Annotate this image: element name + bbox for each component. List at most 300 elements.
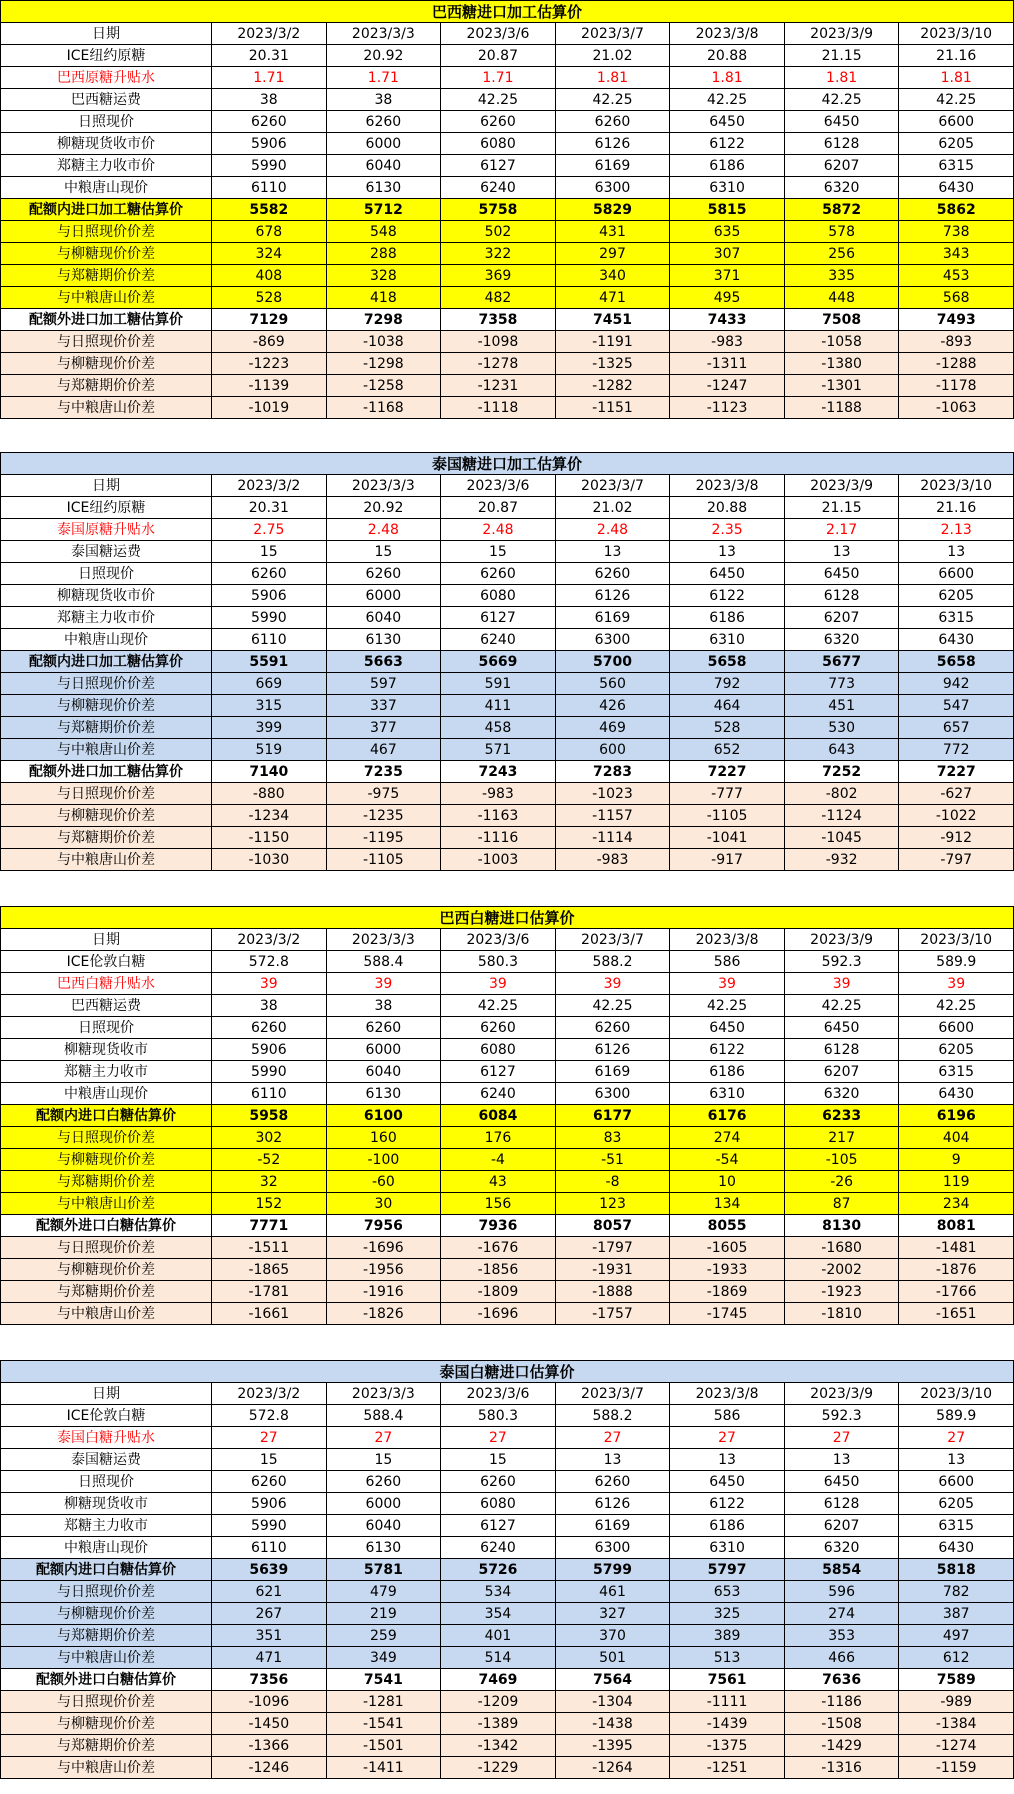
value-cell: 6128 [784, 1039, 899, 1061]
value-cell: 83 [555, 1127, 670, 1149]
value-cell: 6310 [670, 1537, 785, 1559]
value-cell: 6169 [555, 1515, 670, 1537]
value-cell: 7252 [784, 761, 899, 783]
value-cell: 6126 [555, 585, 670, 607]
value-cell: 27 [212, 1427, 327, 1449]
value-cell: 15 [212, 541, 327, 563]
value-cell: 27 [899, 1427, 1014, 1449]
table-row [1, 827, 1014, 849]
value-cell: 621 [212, 1581, 327, 1603]
table-row [1, 651, 1014, 673]
table-row [1, 849, 1014, 871]
table-row [1, 199, 1014, 221]
value-cell: 6207 [784, 1515, 899, 1537]
date-header-row [1, 475, 1014, 497]
row-label: 与柳糖现价价差 [1, 1603, 212, 1625]
value-cell: -1234 [212, 805, 327, 827]
value-cell: 5781 [326, 1559, 441, 1581]
row-label: 巴西原糖升贴水 [1, 67, 212, 89]
value-cell: -1511 [212, 1237, 327, 1259]
value-cell: 259 [326, 1625, 441, 1647]
row-label: 与郑糖期价价差 [1, 375, 212, 397]
value-cell: -1247 [670, 375, 785, 397]
value-cell: 942 [899, 673, 1014, 695]
value-cell: 5862 [899, 199, 1014, 221]
table-row [1, 1017, 1014, 1039]
value-cell: 6040 [326, 1061, 441, 1083]
value-cell: -1605 [670, 1237, 785, 1259]
value-cell: 5799 [555, 1559, 670, 1581]
value-cell: 431 [555, 221, 670, 243]
row-label: 柳糖现货收市价 [1, 585, 212, 607]
value-cell: 6128 [784, 585, 899, 607]
value-cell: 5829 [555, 199, 670, 221]
table-row [1, 673, 1014, 695]
table-row [1, 1061, 1014, 1083]
value-cell: 600 [555, 739, 670, 761]
row-label: 日期 [1, 23, 212, 45]
row-label: 配额外进口加工糖估算价 [1, 309, 212, 331]
row-label: 巴西糖运费 [1, 89, 212, 111]
value-cell: 6260 [441, 111, 556, 133]
value-cell: -1168 [326, 397, 441, 419]
value-cell: 6260 [555, 1017, 670, 1039]
row-label: 与郑糖期价价差 [1, 1625, 212, 1647]
value-cell: -777 [670, 783, 785, 805]
value-cell: 7243 [441, 761, 556, 783]
row-label: 与郑糖期价价差 [1, 1735, 212, 1757]
value-cell: -975 [326, 783, 441, 805]
value-cell: 592.3 [784, 951, 899, 973]
value-cell: 6110 [212, 1083, 327, 1105]
date-cell: 2023/3/3 [326, 23, 441, 45]
section-title: 巴西糖进口加工估算价 [1, 1, 1014, 23]
value-cell: -1003 [441, 849, 556, 871]
value-cell: -1191 [555, 331, 670, 353]
value-cell: 1.81 [670, 67, 785, 89]
value-cell: 6084 [441, 1105, 556, 1127]
value-cell: 669 [212, 673, 327, 695]
value-cell: -1450 [212, 1713, 327, 1735]
value-cell: 6186 [670, 1515, 785, 1537]
value-cell: 652 [670, 739, 785, 761]
value-cell: 2.35 [670, 519, 785, 541]
section-title-row [1, 453, 1014, 475]
value-cell: 6040 [326, 155, 441, 177]
value-cell: 6169 [555, 155, 670, 177]
value-cell: -1105 [670, 805, 785, 827]
value-cell: 6260 [326, 1017, 441, 1039]
value-cell: 6126 [555, 1039, 670, 1061]
row-label: 泰国原糖升贴水 [1, 519, 212, 541]
row-label: 与日照现价价差 [1, 331, 212, 353]
value-cell: 571 [441, 739, 556, 761]
value-cell: 8055 [670, 1215, 785, 1237]
value-cell: -627 [899, 783, 1014, 805]
value-cell: -1676 [441, 1237, 556, 1259]
section-table-thai-white [0, 1360, 1014, 1779]
value-cell: 6260 [212, 1471, 327, 1493]
value-cell: -1411 [326, 1757, 441, 1779]
value-cell: -1781 [212, 1281, 327, 1303]
value-cell: -1541 [326, 1713, 441, 1735]
value-cell: 6122 [670, 133, 785, 155]
value-cell: 411 [441, 695, 556, 717]
value-cell: 6130 [326, 1537, 441, 1559]
value-cell: -8 [555, 1171, 670, 1193]
value-cell: 274 [784, 1603, 899, 1625]
value-cell: 458 [441, 717, 556, 739]
row-label: 中粮唐山现价 [1, 629, 212, 651]
value-cell: 6000 [326, 585, 441, 607]
value-cell: 42.25 [899, 995, 1014, 1017]
value-cell: -869 [212, 331, 327, 353]
value-cell: -1105 [326, 849, 441, 871]
value-cell: 1.81 [784, 67, 899, 89]
value-cell: -893 [899, 331, 1014, 353]
value-cell: 6300 [555, 177, 670, 199]
value-cell: 27 [670, 1427, 785, 1449]
value-cell: 1.81 [555, 67, 670, 89]
value-cell: 7129 [212, 309, 327, 331]
value-cell: -1278 [441, 353, 556, 375]
value-cell: 5726 [441, 1559, 556, 1581]
value-cell: 6040 [326, 607, 441, 629]
value-cell: 5906 [212, 133, 327, 155]
value-cell: 6127 [441, 607, 556, 629]
table-row [1, 1449, 1014, 1471]
value-cell: -1288 [899, 353, 1014, 375]
table-row [1, 265, 1014, 287]
value-cell: 6450 [784, 563, 899, 585]
value-cell: 7936 [441, 1215, 556, 1237]
value-cell: 5582 [212, 199, 327, 221]
date-cell: 2023/3/2 [212, 23, 327, 45]
value-cell: -802 [784, 783, 899, 805]
value-cell: -1680 [784, 1237, 899, 1259]
value-cell: 42.25 [784, 89, 899, 111]
value-cell: 5990 [212, 607, 327, 629]
value-cell: 39 [784, 973, 899, 995]
value-cell: 42.25 [899, 89, 1014, 111]
value-cell: -1508 [784, 1713, 899, 1735]
value-cell: -1745 [670, 1303, 785, 1325]
value-cell: 528 [212, 287, 327, 309]
table-row [1, 629, 1014, 651]
value-cell: 234 [899, 1193, 1014, 1215]
value-cell: -1384 [899, 1713, 1014, 1735]
value-cell: 32 [212, 1171, 327, 1193]
value-cell: -1235 [326, 805, 441, 827]
value-cell: -1281 [326, 1691, 441, 1713]
value-cell: 152 [212, 1193, 327, 1215]
value-cell: 6128 [784, 133, 899, 155]
value-cell: 6205 [899, 133, 1014, 155]
value-cell: 426 [555, 695, 670, 717]
value-cell: 7541 [326, 1669, 441, 1691]
value-cell: 6233 [784, 1105, 899, 1127]
value-cell: 134 [670, 1193, 785, 1215]
value-cell: 21.15 [784, 45, 899, 67]
table-row [1, 1215, 1014, 1237]
value-cell: 1.81 [899, 67, 1014, 89]
table-row [1, 67, 1014, 89]
value-cell: -1188 [784, 397, 899, 419]
value-cell: 302 [212, 1127, 327, 1149]
row-label: 日照现价 [1, 1471, 212, 1493]
value-cell: -1159 [899, 1757, 1014, 1779]
value-cell: -1209 [441, 1691, 556, 1713]
date-cell: 2023/3/6 [441, 1383, 556, 1405]
row-label: 与郑糖期价价差 [1, 827, 212, 849]
value-cell: 6122 [670, 1039, 785, 1061]
value-cell: 8057 [555, 1215, 670, 1237]
value-cell: 6169 [555, 607, 670, 629]
section-title: 泰国糖进口加工估算价 [1, 453, 1014, 475]
row-label: 郑糖主力收市价 [1, 607, 212, 629]
value-cell: 6080 [441, 1039, 556, 1061]
value-cell: 6240 [441, 1083, 556, 1105]
value-cell: 6260 [441, 1471, 556, 1493]
value-cell: 6176 [670, 1105, 785, 1127]
table-row [1, 497, 1014, 519]
value-cell: 349 [326, 1647, 441, 1669]
value-cell: 471 [555, 287, 670, 309]
value-cell: 21.02 [555, 497, 670, 519]
date-cell: 2023/3/7 [555, 23, 670, 45]
value-cell: -1163 [441, 805, 556, 827]
row-label: 与中粮唐山价差 [1, 397, 212, 419]
value-cell: 6127 [441, 1061, 556, 1083]
value-cell: 6000 [326, 133, 441, 155]
table-row [1, 1603, 1014, 1625]
value-cell: 589.9 [899, 951, 1014, 973]
table-row [1, 1647, 1014, 1669]
value-cell: -1856 [441, 1259, 556, 1281]
table-row [1, 45, 1014, 67]
table-row [1, 1625, 1014, 1647]
table-row [1, 1237, 1014, 1259]
value-cell: 6260 [555, 563, 670, 585]
value-cell: -1375 [670, 1735, 785, 1757]
value-cell: -1118 [441, 397, 556, 419]
value-cell: 6260 [555, 111, 670, 133]
value-cell: 6310 [670, 177, 785, 199]
value-cell: -983 [670, 331, 785, 353]
value-cell: 657 [899, 717, 1014, 739]
value-cell: 353 [784, 1625, 899, 1647]
value-cell: 6315 [899, 607, 1014, 629]
value-cell: 6240 [441, 1537, 556, 1559]
value-cell: -1022 [899, 805, 1014, 827]
date-cell: 2023/3/8 [670, 1383, 785, 1405]
value-cell: -1916 [326, 1281, 441, 1303]
value-cell: -1696 [441, 1303, 556, 1325]
date-cell: 2023/3/3 [326, 929, 441, 951]
value-cell: -932 [784, 849, 899, 871]
table-row [1, 1149, 1014, 1171]
value-cell: -989 [899, 1691, 1014, 1713]
value-cell: 30 [326, 1193, 441, 1215]
value-cell: 21.16 [899, 497, 1014, 519]
table-row [1, 1127, 1014, 1149]
value-cell: 20.31 [212, 497, 327, 519]
value-cell: -26 [784, 1171, 899, 1193]
value-cell: 469 [555, 717, 670, 739]
value-cell: 217 [784, 1127, 899, 1149]
value-cell: 20.92 [326, 497, 441, 519]
value-cell: 6320 [784, 177, 899, 199]
row-label: 日期 [1, 1383, 212, 1405]
table-row [1, 1735, 1014, 1757]
value-cell: -2002 [784, 1259, 899, 1281]
value-cell: -1030 [212, 849, 327, 871]
value-cell: 15 [212, 1449, 327, 1471]
value-cell: 267 [212, 1603, 327, 1625]
table-row [1, 1713, 1014, 1735]
row-label: 与中粮唐山价差 [1, 1757, 212, 1779]
value-cell: 7227 [899, 761, 1014, 783]
row-label: 与郑糖期价价差 [1, 1281, 212, 1303]
table-row [1, 375, 1014, 397]
value-cell: 6110 [212, 1537, 327, 1559]
row-label: 配额内进口加工糖估算价 [1, 199, 212, 221]
value-cell: 39 [441, 973, 556, 995]
value-cell: 5990 [212, 1515, 327, 1537]
value-cell: 327 [555, 1603, 670, 1625]
value-cell: 39 [212, 973, 327, 995]
date-cell: 2023/3/2 [212, 929, 327, 951]
value-cell: 514 [441, 1647, 556, 1669]
value-cell: 15 [326, 541, 441, 563]
table-row [1, 585, 1014, 607]
value-cell: 7469 [441, 1669, 556, 1691]
row-label: 与中粮唐山价差 [1, 739, 212, 761]
value-cell: 588.2 [555, 1405, 670, 1427]
value-cell: 6260 [441, 1017, 556, 1039]
value-cell: 6320 [784, 1537, 899, 1559]
value-cell: 738 [899, 221, 1014, 243]
row-label: 与日照现价价差 [1, 1581, 212, 1603]
value-cell: -1063 [899, 397, 1014, 419]
value-cell: 119 [899, 1171, 1014, 1193]
row-label: 与柳糖现价价差 [1, 805, 212, 827]
value-cell: -1809 [441, 1281, 556, 1303]
value-cell: 15 [441, 541, 556, 563]
value-cell: 597 [326, 673, 441, 695]
table-row [1, 607, 1014, 629]
row-label: 与柳糖现价价差 [1, 1259, 212, 1281]
date-cell: 2023/3/7 [555, 929, 670, 951]
date-cell: 2023/3/2 [212, 1383, 327, 1405]
value-cell: 6000 [326, 1039, 441, 1061]
value-cell: 38 [212, 89, 327, 111]
value-cell: 256 [784, 243, 899, 265]
value-cell: 467 [326, 739, 441, 761]
value-cell: 39 [899, 973, 1014, 995]
value-cell: -1151 [555, 397, 670, 419]
date-cell: 2023/3/8 [670, 929, 785, 951]
value-cell: 586 [670, 1405, 785, 1427]
row-label: 与柳糖现价价差 [1, 353, 212, 375]
value-cell: -1123 [670, 397, 785, 419]
value-cell: 580.3 [441, 1405, 556, 1427]
date-cell: 2023/3/6 [441, 929, 556, 951]
value-cell: -1888 [555, 1281, 670, 1303]
value-cell: -1429 [784, 1735, 899, 1757]
value-cell: 6207 [784, 1061, 899, 1083]
value-cell: 5906 [212, 1039, 327, 1061]
value-cell: 6300 [555, 629, 670, 651]
value-cell: 6196 [899, 1105, 1014, 1127]
date-header-row [1, 929, 1014, 951]
table-row [1, 243, 1014, 265]
value-cell: -1229 [441, 1757, 556, 1779]
row-label: 泰国白糖升贴水 [1, 1427, 212, 1449]
value-cell: -917 [670, 849, 785, 871]
value-cell: 13 [555, 541, 670, 563]
value-cell: 7561 [670, 1669, 785, 1691]
value-cell: 6320 [784, 1083, 899, 1105]
value-cell: 7493 [899, 309, 1014, 331]
row-label: 与中粮唐山价差 [1, 849, 212, 871]
table-row [1, 1559, 1014, 1581]
table-row [1, 695, 1014, 717]
value-cell: 7356 [212, 1669, 327, 1691]
value-cell: -1116 [441, 827, 556, 849]
value-cell: 7235 [326, 761, 441, 783]
row-label: 配额外进口白糖估算价 [1, 1215, 212, 1237]
value-cell: 7589 [899, 1669, 1014, 1691]
value-cell: 580.3 [441, 951, 556, 973]
value-cell: 6240 [441, 177, 556, 199]
value-cell: 5700 [555, 651, 670, 673]
value-cell: -1876 [899, 1259, 1014, 1281]
value-cell: -1251 [670, 1757, 785, 1779]
value-cell: -1019 [212, 397, 327, 419]
value-cell: -1651 [899, 1303, 1014, 1325]
table-row [1, 805, 1014, 827]
value-cell: 6186 [670, 607, 785, 629]
value-cell: 7298 [326, 309, 441, 331]
value-cell: 451 [784, 695, 899, 717]
value-cell: 6300 [555, 1537, 670, 1559]
row-label: ICE伦敦白糖 [1, 1405, 212, 1427]
value-cell: 13 [899, 541, 1014, 563]
value-cell: -60 [326, 1171, 441, 1193]
value-cell: 297 [555, 243, 670, 265]
value-cell: -983 [441, 783, 556, 805]
value-cell: 502 [441, 221, 556, 243]
value-cell: -1757 [555, 1303, 670, 1325]
value-cell: -1865 [212, 1259, 327, 1281]
date-cell: 2023/3/6 [441, 23, 556, 45]
value-cell: 43 [441, 1171, 556, 1193]
value-cell: -912 [899, 827, 1014, 849]
row-label: 与中粮唐山价差 [1, 1193, 212, 1215]
date-cell: 2023/3/9 [784, 475, 899, 497]
value-cell: 528 [670, 717, 785, 739]
value-cell: -4 [441, 1149, 556, 1171]
value-cell: 6450 [784, 1471, 899, 1493]
value-cell: 589.9 [899, 1405, 1014, 1427]
row-label: 与中粮唐山价差 [1, 1303, 212, 1325]
value-cell: 6080 [441, 585, 556, 607]
value-cell: 5758 [441, 199, 556, 221]
table-row [1, 973, 1014, 995]
value-cell: -1311 [670, 353, 785, 375]
value-cell: 572.8 [212, 951, 327, 973]
